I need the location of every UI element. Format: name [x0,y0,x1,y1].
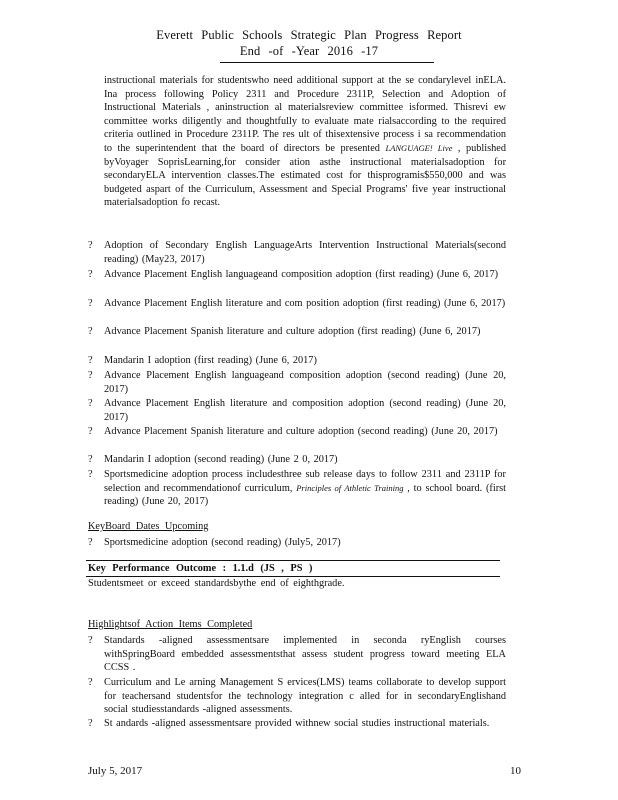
page-number: 10 [510,765,521,777]
sports-italic-title: Principles of Athletic Training [296,482,404,493]
bullet-marker: ? [88,370,93,381]
bullet-marker: ? [88,426,93,437]
list-item: Advance Placement Spanish literature and culture adoption (first reading) (June 6, 2017) [104,326,481,337]
intro-paragraph [104,74,506,210]
kpo-label: Key Performance Outcome : 1.1.d (JS , PS ) [88,563,313,574]
sports-text-part2: , to school board. (first reading) (June 20, 2017) [104,482,507,508]
list-item: Mandarin I adoption (first reading) (June 6, 2017) [104,355,317,366]
section-rule [86,560,500,561]
bullet-marker: ? [88,355,93,366]
sports-text-part1: Sportsmedicine adoption process includesthree sub release days to follow 2311 and 2311P for selection and recommendationof curriculum, [104,469,506,494]
list-item: St andards -aligned assessmentsare provided withnew social studies instructional materials. [104,718,490,729]
kpo-text: Studentsmeet or exceed standardsbythe end of eighthgrade. [88,578,345,589]
bullet-marker: ? [88,398,93,409]
list-item: Standards -aligned assessmentsare implemented in seconda ryEnglish courses withSpringBoard embedded assessmentsthat assess student progress toward meeting ELA CCSS . [104,635,506,674]
bullet-marker: ? [88,454,93,465]
bullet-marker: ? [88,677,93,688]
bullet-marker: ? [88,718,93,729]
report-subtitle: End -of -Year 2016 -17 [239,44,379,58]
report-title: Everett Public Schools Strategic Plan Progress Report [156,28,462,42]
header-rule [220,62,434,63]
key-dates-heading: KeyBoard Dates Upcoming [88,521,209,532]
bullet-marker: ? [88,635,93,646]
list-item: Curriculum and Le arning Management S ervices(LMS) teams collaborate to develop support for teachersand studentsfor the technology integration c alled for in secondaryEnglishand social studiesstandards -aligned assessments. [104,677,506,716]
bullet-marker: ? [88,298,93,309]
intro-italic-title: LANGUAGE! Live [385,142,453,153]
list-item [104,468,506,509]
bullet-marker: ? [88,269,93,280]
bullet-marker: ? [88,326,93,337]
list-item: Mandarin I adoption (second reading) (June 2 0, 2017) [104,454,338,465]
kpo-underline [86,576,500,577]
list-item: Adoption of Secondary English LanguageArts Intervention Instructional Materials(second reading) (May23, 2017) [104,240,506,265]
list-item: Advance Placement English languageand composition adoption (first reading) (June 6, 2017) [104,269,499,280]
intro-text-part2: , published byVoyager SoprisLearning,for consider ation asthe instructional materialsadoption for secondaryELA intervention classes.The estimated cost for thisprogramis$550,000 and was budgeted aspart of the Curriculum, Assessment and Special Programs' five year instructional materialsadoption fo recast. [104,142,506,209]
bullet-marker: ? [88,240,93,251]
bullet-marker: ? [88,469,93,480]
footer-date: July 5, 2017 [88,765,143,777]
highlights-heading: Highlightsof Action Items Completed [88,619,253,630]
list-item: Sportsmedicine adoption (second reading) (July5, 2017) [104,537,341,548]
list-item: Advance Placement English literature and com position adoption (first reading) (June 6, 2017) [104,298,506,309]
list-item: Advance Placement English literature and composition adoption (second reading) (June 20, 2017) [104,398,506,423]
intro-text-part1: instructional materials for studentswho need additional support at the se condarylevel inELA. Ina process following Policy 2311 and Procedure 2311P, Selection and Adoption of Instructional Materials , aninstruction al materialsreview committee isformed. Thisrevi ew committee works diligently and thoughtfully to evaluate mate rialsaccording to the required criteria outlined in Procedure 2311P. The res ult of thisextensive process i sa recommendation to the superintendent that the board of directors be presented [104,75,506,154]
list-item: Advance Placement Spanish literature and culture adoption (second reading) (June 20, 2017) [104,426,498,437]
bullet-marker: ? [88,537,93,548]
list-item: Advance Placement English languageand composition adoption (second reading) (June 20, 2017) [104,370,506,395]
